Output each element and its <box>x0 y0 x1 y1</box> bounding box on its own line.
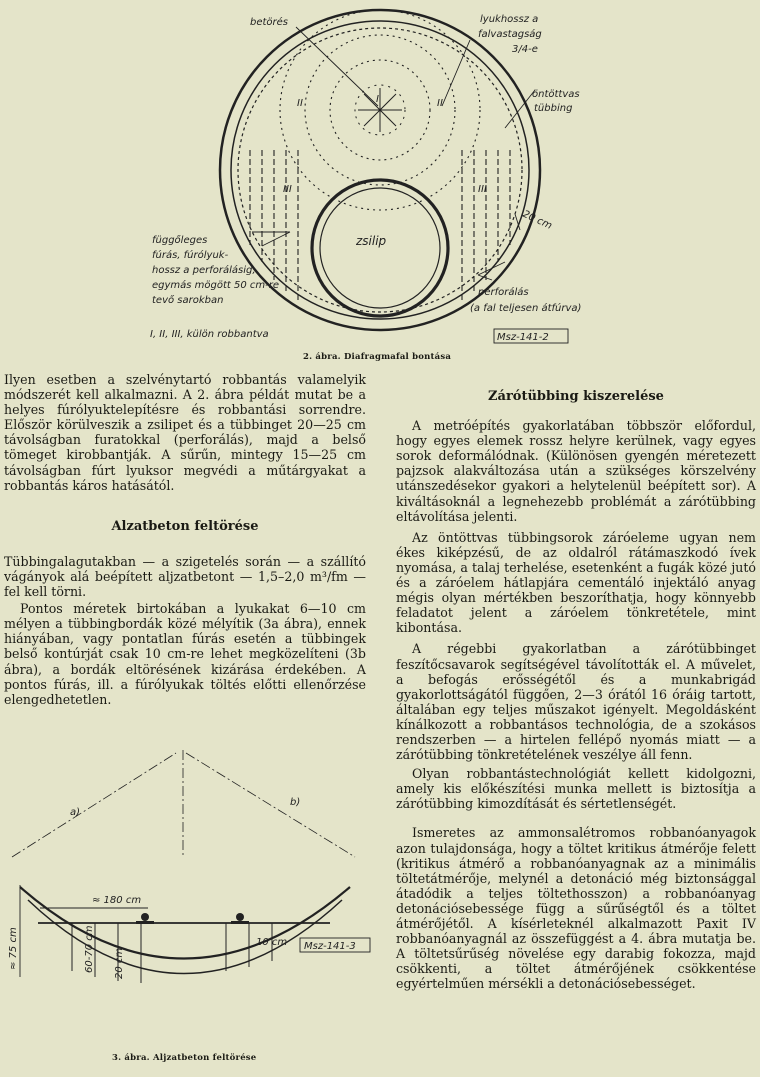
fig3-label-b: b) <box>290 797 301 808</box>
outer-ring-inner <box>231 21 529 319</box>
zsilip-circle <box>312 180 448 316</box>
fig3-label-20cm: 20 cm <box>114 947 125 979</box>
figure-3-caption: 3. ábra. Aljzatbeton feltörése <box>112 1053 257 1063</box>
perforalas-label-2: (a fal teljesen átfúrva) <box>470 303 582 314</box>
roman-label-1: II <box>297 98 303 109</box>
left-column <box>4 372 366 711</box>
right-column <box>396 389 756 995</box>
fuggoleges-label-1: függőleges <box>152 235 208 246</box>
figure-2-caption: 2. ábra. Diafragmafal bontása <box>303 352 452 362</box>
perforation-ring <box>238 28 522 312</box>
figure-2-drawing <box>0 0 760 360</box>
figure-3 <box>0 745 380 1065</box>
fuggoleges-label-4: egymás mögött 50 cm-re <box>152 280 280 291</box>
lyukhossz-label-2: falvastagság <box>478 29 542 40</box>
fig3-stamp-label: Msz-141-3 <box>304 941 356 952</box>
lyukhossz-label-1: lyukhossz a <box>480 14 539 25</box>
alzatbeton-heading: Alzatbeton feltörése <box>111 518 259 534</box>
figure-3-drawing <box>0 745 380 1065</box>
stamp-label: Msz-141-2 <box>497 332 549 343</box>
roman-label-2: II <box>437 98 443 109</box>
lyukhossz-label-3: 3/4-e <box>512 44 538 55</box>
fuggoleges-label-2: fúrás, fúrólyuk- <box>152 250 229 261</box>
right-paragraph-1: A metróépítés gyakorlatában többször előfordul, hogy egyes elemek rossz helyre kerülnek, vagy egyes sorok deformálódnak. (Különösen gyengén méretezett pajzsok alakváltozása után a szükséges körszelvény utánszedésekor gyakori a helytelenül beépített sor). A kiváltásoknál a legnehezebb problémát a zárótübbing eltávolítása jelenti. <box>396 418 756 524</box>
cm20-label: 20 cm <box>520 208 554 232</box>
right-paragraph-4: Olyan robbantástechnológiát kellett kidolgozni, amely kis előkészítési munka mellett is biztosítja a zárótübbing kimozdítását és sértetlenségét. <box>396 766 756 812</box>
fig3-label-10cm: 10 cm <box>256 937 288 948</box>
fig3-label-75cm: ≈ 75 cm <box>8 927 19 970</box>
kulon-label: I, II, III, külön robbantva <box>150 329 269 340</box>
roman-label-3: III <box>283 184 292 195</box>
fuggoleges-label-3: hossz a perforálásig, <box>152 265 256 276</box>
left-paragraph-1: Ilyen esetben a szelvénytartó robbantás valamelyik módszerét kell alkalmazni. A 2. ábra példát mutat be a helyes fúrólyuktelepítésre és robbantási sorrendre. Először körülveszik a zsilipet és a tübbinget 20—25 cm távolságban furatokkal (perforálás), majd a belső tömeget kirobbantják. A sűrűn, mintegy 15—25 cm távolságban fúrt lyuksor megvédi a műtárgyakat a robbantás káros hatásától. <box>4 372 366 493</box>
right-paragraph-3: A régebbi gyakorlatban a zárótübbinget feszítőcsavarok segítségével távolították el. A művelet, a befogás erősségétől és a munkabrigád gyakorlottságától függően, 2—3 órától 16 óráig tartott, általában egy teljes műszakot igényelt. Megoldásként kínálkozott a robbantásos technológia, de a szokásos rendszerben — a hirtelen fellépő nyomás miatt — a zárótübbing tönkretételének veszélye áll fenn. <box>396 641 756 763</box>
fig3-label-180cm: ≈ 180 cm <box>92 895 142 906</box>
tubbing-label: tübbing <box>534 103 573 114</box>
left-paragraph-3: Pontos méretek birtokában a lyukakat 6—10 cm mélyen a tübbingbordák közé mélyítik (3a ábra), ennek hiányában, vagy pontatlan fúrás esetén a tübbingek belső kontúrját csak 10 cm-re lehet megközelíteni (3b ábra), a bordák eltörésének kizárása érdekében. A pontos fúrás, ill. a fúrólyukak töltés előtti ellenőrzése elengedhetetlen. <box>4 601 366 707</box>
fuggoleges-label-5: tevő sarokban <box>152 295 224 306</box>
roman-label-4: III <box>478 184 487 195</box>
ontottvas-label: öntöttvas <box>532 89 580 100</box>
right-paragraph-5: Ismeretes az ammonsalétromos robbanóanyagok azon tulajdonsága, hogy a töltet kritikus átmérője felett (kritikus átmérő a robbanóanyagnak az a minimális töltetátmérője, melynél a detonáció még biztonsággal átadódik a teljes töltethosszon) a robbanóanyag detonációsebessége függ a sűrűségtől és a töltet átmérőjétől. A kísérleteknél alkalmazott Paxit IV robbanóanyagnál az összefüggést a 4. ábra mutatja be. A töltetsűrűség növelése egy darabig fokozza, majd csökkenti, a töltet átmérőjének csökkentése egyértelműen mérsékli a detonációsebességet. <box>396 825 756 992</box>
zsilip-inner <box>320 188 440 308</box>
fig3-label-a: a) <box>70 807 81 818</box>
left-paragraph-2: Tübbingalagutakban — a szigetelés során — a szállító vágányok alá beépített aljzatbetont — 1,5–2,0 m³/fm — fel kell törni. <box>4 553 366 600</box>
right-paragraph-2: Az öntöttvas tübbingsorok záróeleme ugyan nem ékes kiképzésű, de az oldalról rátámaszkodó ívek nyomása, a talaj terhelése, esetenként a fugák közé jutó és a záróelem hátlapjára cementáló injektáló anyag mégis olyan mértékben beszoríthatja, hogy könnyebb feladatot jelent a záróelem tönkretétele, mint kibontása. <box>396 529 756 636</box>
figure-2 <box>0 0 760 360</box>
zarotubbing-heading: Zárótübbing kiszerelése <box>488 389 664 404</box>
perforalas-label-1: perforálás <box>478 287 529 298</box>
fig3-label-6070cm: 60-70 cm <box>84 925 95 973</box>
betores-label: betörés <box>250 17 289 28</box>
roman-label-0: I <box>376 94 379 105</box>
zsilip-label: zsilip <box>356 234 387 248</box>
